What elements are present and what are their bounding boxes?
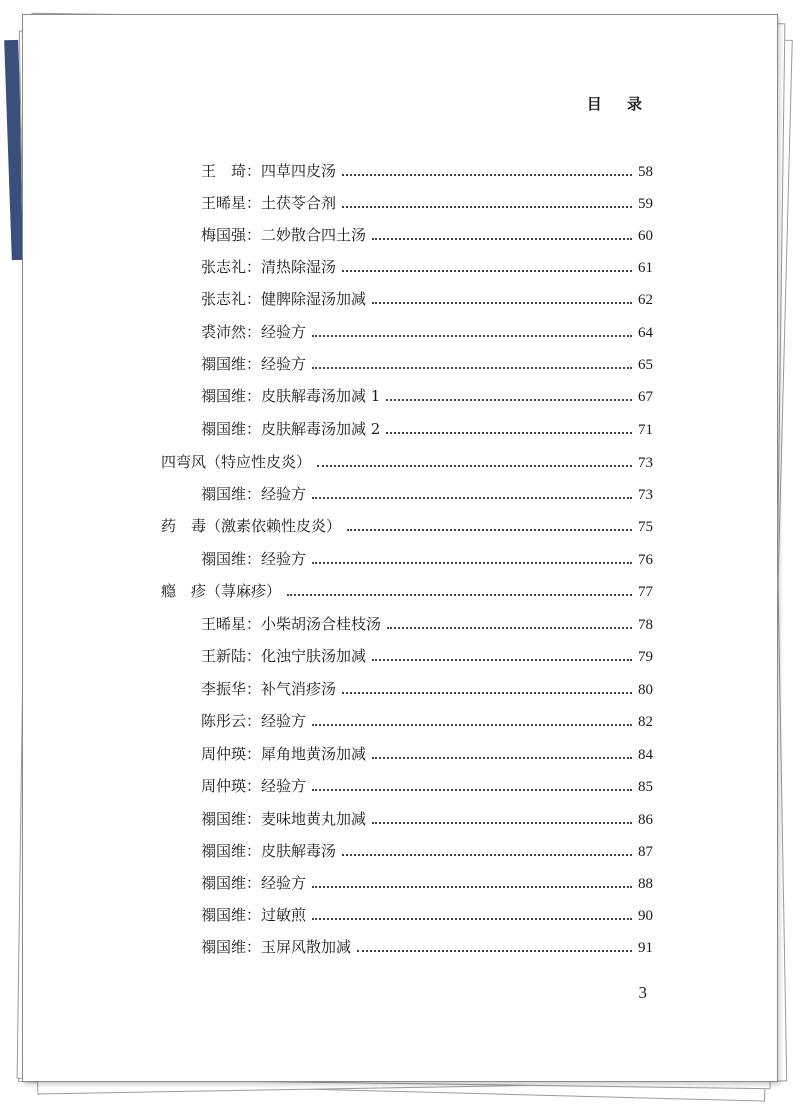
leader-dots xyxy=(287,594,632,596)
leader-dots xyxy=(312,918,632,920)
toc-category[interactable] xyxy=(161,514,653,536)
toc-entry[interactable] xyxy=(201,255,653,277)
toc-entry[interactable] xyxy=(201,320,653,342)
leader-dots xyxy=(342,174,632,176)
toc-entry-page: 60 xyxy=(638,228,653,244)
leader-dots xyxy=(342,692,632,694)
toc-entry-page: 61 xyxy=(638,260,653,276)
toc-entry[interactable] xyxy=(201,774,653,796)
leader-dots xyxy=(386,399,632,401)
toc-entry-page: 82 xyxy=(638,714,653,730)
toc-entry-label: 裘沛然：经验方 xyxy=(201,323,307,341)
toc-entry-page: 88 xyxy=(638,876,653,892)
toc-entry[interactable] xyxy=(201,871,653,893)
toc-entry-label: 王新陆：化浊宁肤汤加减 xyxy=(201,647,367,665)
toc-entry[interactable] xyxy=(201,223,653,245)
toc-entry-page: 78 xyxy=(638,617,653,633)
toc-entry-page: 62 xyxy=(638,292,653,308)
toc-entry-label: 禤国维：经验方 xyxy=(201,355,307,373)
toc-entry-label: 王 琦：四草四皮汤 xyxy=(201,162,337,180)
leader-dots xyxy=(312,335,632,337)
toc-entry-label: 周仲瑛：经验方 xyxy=(201,777,307,795)
toc-entry[interactable] xyxy=(201,384,653,406)
toc-category-label: 瘾 疹（荨麻疹） xyxy=(161,582,282,600)
leader-dots xyxy=(342,854,632,856)
toc-entry[interactable] xyxy=(201,191,653,213)
leader-dots xyxy=(312,886,632,888)
toc-entry-label: 陈彤云：经验方 xyxy=(201,712,307,730)
toc-category[interactable] xyxy=(161,450,653,472)
toc-entry-page: 87 xyxy=(638,844,653,860)
page-number: 3 xyxy=(638,983,647,1002)
toc-entry[interactable] xyxy=(201,612,653,634)
toc-entry-page: 67 xyxy=(638,389,653,405)
toc-entry-label: 禤国维：经验方 xyxy=(201,550,307,568)
page-header-title: 目 录 xyxy=(586,95,652,113)
toc-entry-label: 王晞星：小柴胡汤合桂枝汤 xyxy=(201,615,382,633)
leader-dots xyxy=(312,789,632,791)
toc-entry[interactable] xyxy=(201,352,653,374)
toc-entry[interactable] xyxy=(201,417,653,439)
toc-entry-page: 75 xyxy=(638,519,653,535)
toc-entry-label: 禤国维：过敏煎 xyxy=(201,906,307,924)
leader-dots xyxy=(372,659,632,661)
toc-entry-label: 禤国维：麦味地黄丸加减 xyxy=(201,810,367,828)
toc-entry[interactable] xyxy=(201,709,653,731)
toc-category[interactable] xyxy=(161,579,653,601)
toc-entry[interactable] xyxy=(201,287,653,309)
toc-entry-label: 禤国维：经验方 xyxy=(201,485,307,503)
leader-dots xyxy=(372,238,632,240)
toc-entry[interactable] xyxy=(201,482,653,504)
toc-entry-page: 73 xyxy=(638,487,653,503)
leader-dots xyxy=(317,465,632,467)
leader-dots xyxy=(312,562,632,564)
leader-dots xyxy=(347,529,632,531)
leader-dots xyxy=(312,497,632,499)
toc-entry[interactable] xyxy=(201,903,653,925)
toc-entry-page: 73 xyxy=(638,455,653,471)
leader-dots xyxy=(357,950,632,952)
toc-entry-label: 禤国维：皮肤解毒汤加减 2 xyxy=(201,420,381,438)
toc-entry-page: 90 xyxy=(638,908,653,924)
toc-category-label: 药 毒（激素依赖性皮炎） xyxy=(161,517,342,535)
toc-entry-page: 79 xyxy=(638,649,653,665)
toc-entry-page: 65 xyxy=(638,357,653,373)
toc-entry-label: 周仲瑛：犀角地黄汤加减 xyxy=(201,745,367,763)
toc-entry[interactable] xyxy=(201,839,653,861)
leader-dots xyxy=(372,757,632,759)
toc-entry-label: 张志礼：健脾除湿汤加减 xyxy=(201,290,367,308)
toc-entry[interactable] xyxy=(201,677,653,699)
toc-entry-label: 禤国维：玉屏风散加减 xyxy=(201,938,352,956)
toc-entry-label: 禤国维：皮肤解毒汤加减 1 xyxy=(201,387,381,405)
toc-entry-page: 64 xyxy=(638,325,653,341)
leader-dots xyxy=(386,432,632,434)
leader-dots xyxy=(387,627,632,629)
toc-entry-label: 梅国强：二妙散合四土汤 xyxy=(201,226,367,244)
toc-entry[interactable] xyxy=(201,742,653,764)
toc-entry-page: 84 xyxy=(638,747,653,763)
toc-entry[interactable] xyxy=(201,159,653,181)
toc-entry-page: 58 xyxy=(638,164,653,180)
leader-dots xyxy=(312,724,632,726)
toc-entry-label: 禤国维：皮肤解毒汤 xyxy=(201,842,337,860)
toc-entry-page: 76 xyxy=(638,552,653,568)
toc-entry-label: 禤国维：经验方 xyxy=(201,874,307,892)
leader-dots xyxy=(372,302,632,304)
toc-category-label: 四弯风（特应性皮炎） xyxy=(161,453,312,471)
toc-entry-page: 86 xyxy=(638,812,653,828)
toc-entry[interactable] xyxy=(201,644,653,666)
toc-entry[interactable] xyxy=(201,935,653,957)
toc-entry[interactable] xyxy=(201,807,653,829)
toc-entry-page: 71 xyxy=(638,422,653,438)
leader-dots xyxy=(342,206,632,208)
toc-entry-page: 80 xyxy=(638,682,653,698)
leader-dots xyxy=(312,367,632,369)
toc-entry-label: 王晞星：土茯苓合剂 xyxy=(201,194,337,212)
toc-entry-label: 张志礼：清热除湿汤 xyxy=(201,258,337,276)
toc-entry-page: 77 xyxy=(638,584,653,600)
toc-entry[interactable] xyxy=(201,547,653,569)
leader-dots xyxy=(372,822,632,824)
toc-entry-page: 85 xyxy=(638,779,653,795)
toc-entry-page: 59 xyxy=(638,196,653,212)
toc-entry-label: 李振华：补气消疹汤 xyxy=(201,680,337,698)
toc-entry-page: 91 xyxy=(638,940,653,956)
document-page xyxy=(22,14,778,1082)
leader-dots xyxy=(342,270,632,272)
